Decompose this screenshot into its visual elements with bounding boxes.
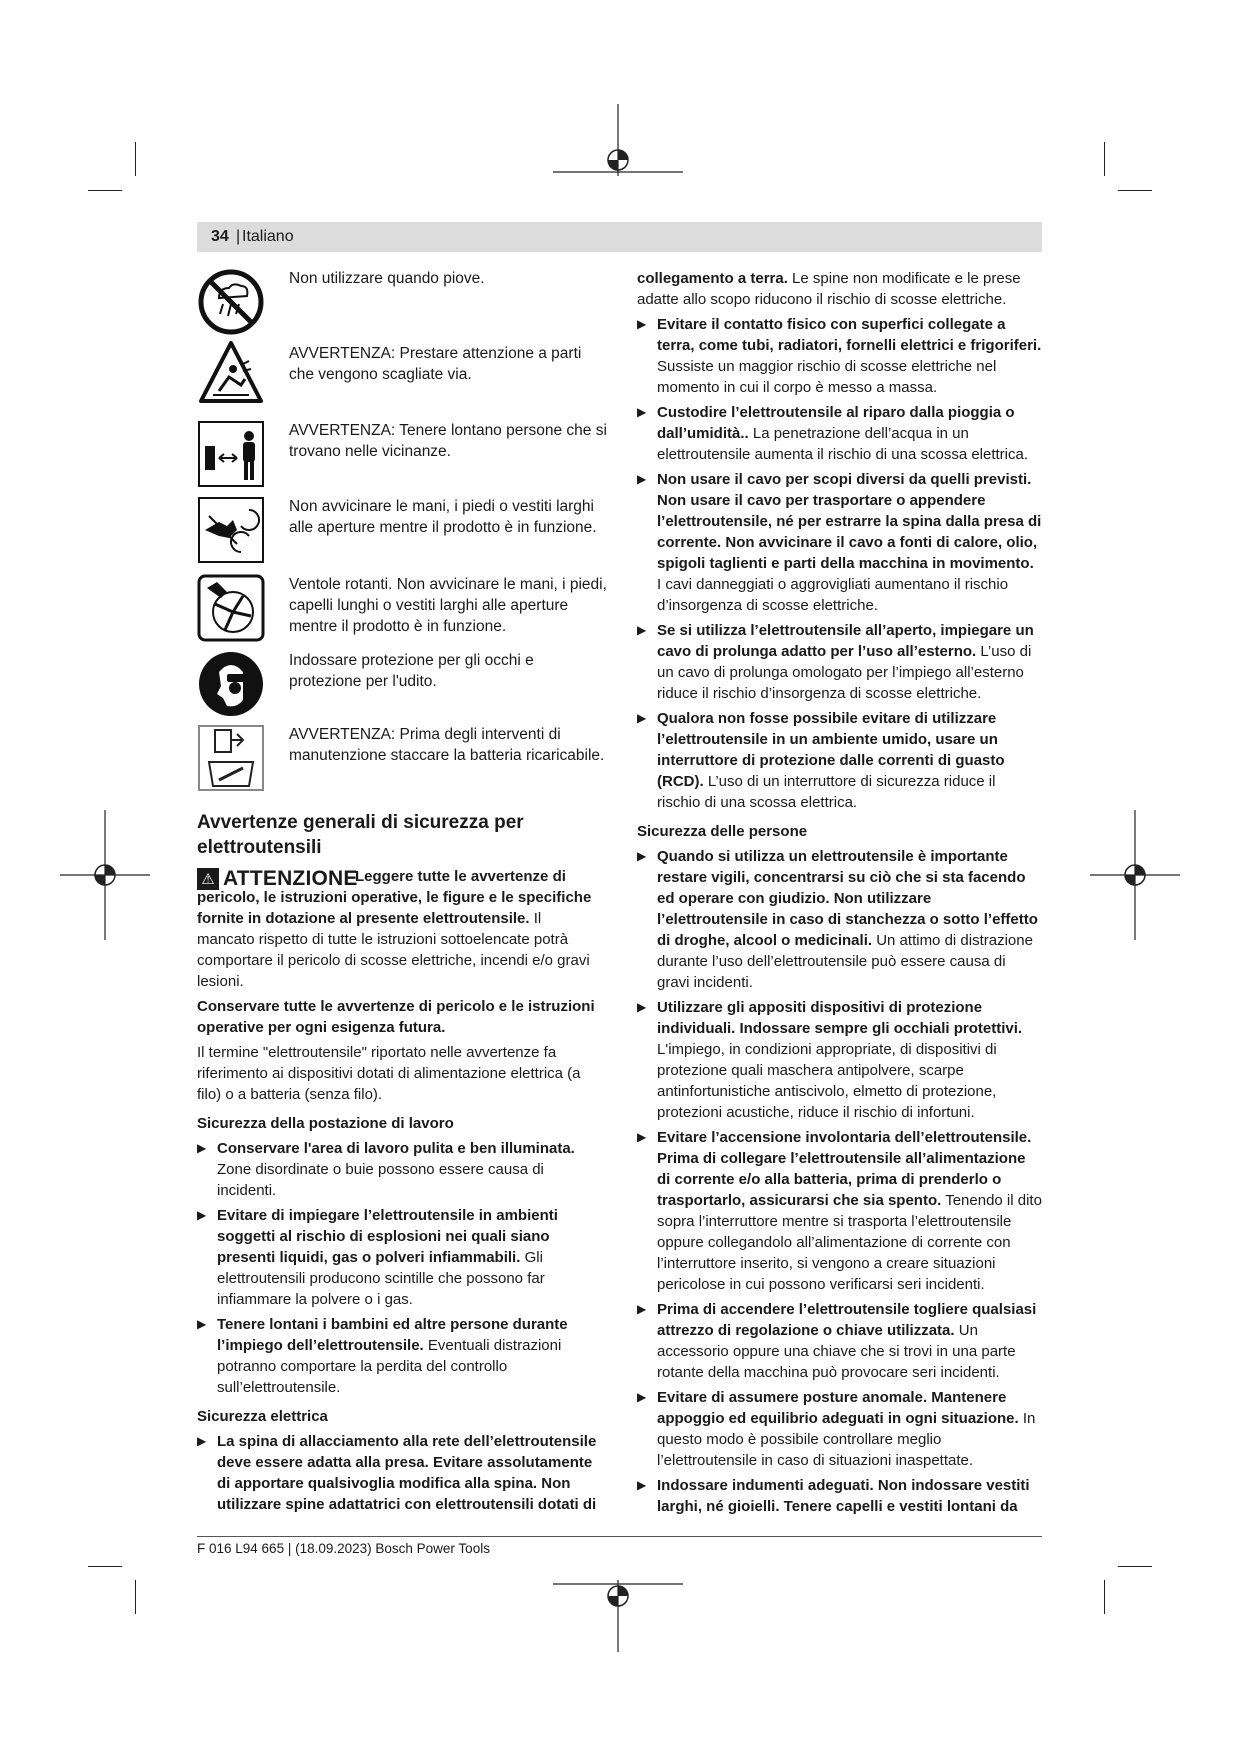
crop-mark: [88, 1566, 122, 1567]
list-item: ▶ Se si utilizza l’elettroutensile all’aperto, impiegare un cavo di prolunga adatto per l’uso all’esterno. L’uso di un cavo di prolunga omologato per l’impiego all’esterno riduce il rischio d’insorgenza di scosse elettriche.: [637, 620, 1042, 704]
registration-mark-icon: [60, 810, 150, 940]
rotating-parts-hands-icon: [197, 496, 265, 564]
crop-mark: [1104, 1580, 1105, 1614]
list-item: ▶ Indossare indumenti adeguati. Non indossare vestiti larghi, né gioielli. Tenere capelli e vestiti lontani da: [637, 1475, 1042, 1517]
keep-distance-icon: [197, 420, 265, 488]
list-item: ▶ Custodire l’elettroutensile al riparo dalla pioggia o dall’umidità.. La penetrazione dell’acqua in un elettroutensile aumenta il rischio di una scossa elettrica.: [637, 402, 1042, 465]
symbol-text: AVVERTENZA: Prima degli interventi di manutenzione staccare la batteria ricaricabile.: [289, 726, 605, 764]
no-rain-icon: [197, 268, 265, 336]
symbol-text: Ventole rotanti. Non avvicinare le mani, i piedi, capelli lunghi o vestiti larghi alle aperture mentre il prodotto è in funzione.: [289, 576, 607, 635]
symbol-text: Non avvicinare le mani, i piedi o vestiti larghi alle aperture mentre il prodotto è in funzione.: [289, 498, 597, 536]
list-item: ▶ Evitare il contatto fisico con superfici collegate a terra, come tubi, radiatori, fornelli elettrici e frigoriferi. Sussiste un maggior rischio di scosse elettriche nel momento in cui il corpo è messo a massa.: [637, 314, 1042, 398]
registration-mark-icon: [553, 104, 683, 194]
list-item: ▶ Evitare di assumere posture anomale. Mantenere appoggio ed equilibrio adeguati in ogni situazione. In questo modo è possibile controllare meglio l’elettroutensile in caso di situazioni inaspettate.: [637, 1387, 1042, 1471]
thrown-objects-warning-icon: [197, 339, 265, 407]
registration-mark-icon: [1090, 810, 1180, 940]
symbol-text: AVVERTENZA: Prestare attenzione a parti che vengono scagliate via.: [289, 345, 582, 383]
footer-rule: [197, 1536, 1042, 1537]
registration-mark-icon: [553, 1562, 683, 1652]
list-item: ▶ Tenere lontani i bambini ed altre persone durante l’impiego dell’elettroutensile. Eventuali distrazioni potranno comportare la perdita del controllo sull’elettroutensile.: [197, 1314, 601, 1398]
page-footer: F 016 L94 665 | (18.09.2023) Bosch Power Tools: [197, 1541, 490, 1556]
electrical-title: Sicurezza elettrica: [197, 1408, 328, 1425]
warning-triangle-icon: ⚠: [197, 868, 219, 890]
eye-ear-protection-icon: [197, 650, 265, 718]
list-item: ▶ Qualora non fosse possibile evitare di utilizzare l’elettroutensile in un ambiente umido, usare un interruttore di protezione dalle correnti di guasto (RCD). L’uso di un interruttore di sicurezza riduce il rischio di una scossa elettrica.: [637, 708, 1042, 813]
personal-title: Sicurezza delle persone: [637, 823, 808, 840]
attention-paragraph: Leggere tutte le avvertenze di pericolo, le istruzioni operative, le figure e le specifiche fornite in dotazione al presente elettroutensile. Il mancato rispetto di tutte le istruzioni sottoelencate potrà comportare il pericolo di scosse elettriche, incendi e/o gravi lesioni.: [197, 868, 592, 990]
rotating-fan-icon: [197, 574, 265, 642]
header-separator: |: [236, 228, 241, 245]
crop-mark: [1104, 142, 1105, 176]
term-definition: Il termine "elettroutensile" riportato nelle avvertenze fa riferimento ai dispositivi dotati di alimentazione elettrica (a filo) o a batteria (senza filo).: [197, 1044, 581, 1103]
keep-instructions: Conservare tutte le avvertenze di pericolo e le istruzioni operative per ogni esigenza futura.: [197, 998, 595, 1036]
symbol-text: AVVERTENZA: Tenere lontano persone che si trovano nelle vicinanze.: [289, 422, 607, 460]
crop-mark: [1118, 1566, 1152, 1567]
list-item: ▶ La spina di allacciamento alla rete dell’elettroutensile deve essere adatta alla presa. Evitare assolutamente di apportare qualsivoglia modifica alla spina. Non utilizzare spine adattatrici con elettroutensili dotati di: [197, 1431, 601, 1515]
section-title: Avvertenze generali di sicurezza per elettroutensili: [197, 812, 524, 858]
left-column: [197, 866, 601, 1519]
crop-mark: [88, 190, 122, 191]
list-item: ▶ Evitare l’accensione involontaria dell’elettroutensile. Prima di collegare l’elettroutensile all’alimentazione di corrente e/o alla batteria, prima di prenderlo o trasportarlo, assicurarsi che sia spento. Tenendo il dito sopra l’interruttore mentre si trasporta l’elettroutensile oppure collegandolo all’alimentazione di corrente con l’interruttore inserito, si vengono a creare situazioni pericolose in cui possono verificarsi seri incidenti.: [637, 1127, 1042, 1295]
list-item: ▶ Conservare l'area di lavoro pulita e ben illuminata. Zone disordinate o buie possono essere causa di incidenti.: [197, 1138, 601, 1201]
crop-mark: [1118, 190, 1152, 191]
symbol-text: Non utilizzare quando piove.: [289, 270, 485, 287]
list-item: ▶ Prima di accendere l’elettroutensile togliere qualsiasi attrezzo di regolazione o chiave utilizzata. Un accessorio oppure una chiave che si trovi in una parte rotante della macchina può provocare seri incidenti.: [637, 1299, 1042, 1383]
list-item: ▶ Non usare il cavo per scopi diversi da quelli previsti. Non usare il cavo per trasportare o appendere l’elettroutensile, né per estrarre la spina dalla presa di corrente. Non avvicinare il cavo a fonti di calore, olio, spigoli taglienti e parti della macchina in movimento. I cavi danneggiati o aggrovigliati aumentano il rischio d’insorgenza di scosse elettriche.: [637, 469, 1042, 616]
list-item: ▶ Quando si utilizza un elettroutensile è importante restare vigili, concentrarsi su ciò che si sta facendo ed operare con giudizio. Non utilizzare l’elettroutensile in caso di stanchezza o sotto l’effetto di droghe, alcool o medicinali. Un attimo di distrazione durante l’uso dell’elettroutensile può essere causa di gravi incidenti.: [637, 846, 1042, 993]
remove-battery-icon: [197, 724, 265, 792]
crop-mark: [135, 142, 136, 176]
list-item: ▶ Utilizzare gli appositi dispositivi di protezione individuali. Indossare sempre gli occhiali protettivi. L'impiego, in condizioni appropriate, di dispositivi di protezione quali maschera antipolvere, scarpe antinfortunistiche antiscivolo, elmetto di protezione, protezioni acustiche, riduce il rischio di infortuni.: [637, 997, 1042, 1123]
symbol-text: Indossare protezione per gli occhi e protezione per l'udito.: [289, 652, 534, 690]
list-item-continued: collegamento a terra. Le spine non modificate e le prese adatte allo scopo riducono il rischio di scosse elettriche.: [637, 270, 1021, 308]
workplace-title: Sicurezza della postazione di lavoro: [197, 1115, 454, 1132]
header-language: Italiano: [242, 228, 294, 245]
attention-label: ATTENZIONE: [223, 867, 358, 890]
page-header: [197, 222, 1042, 252]
page-number: 34: [211, 228, 229, 245]
right-column: [637, 268, 1042, 1521]
list-item: ▶ Evitare di impiegare l’elettroutensile in ambienti soggetti al rischio di esplosioni nei quali siano presenti liquidi, gas o polveri infiammabili. Gli elettroutensili producono scintille che possono far infiammare la polvere o i gas.: [197, 1205, 601, 1310]
crop-mark: [135, 1580, 136, 1614]
